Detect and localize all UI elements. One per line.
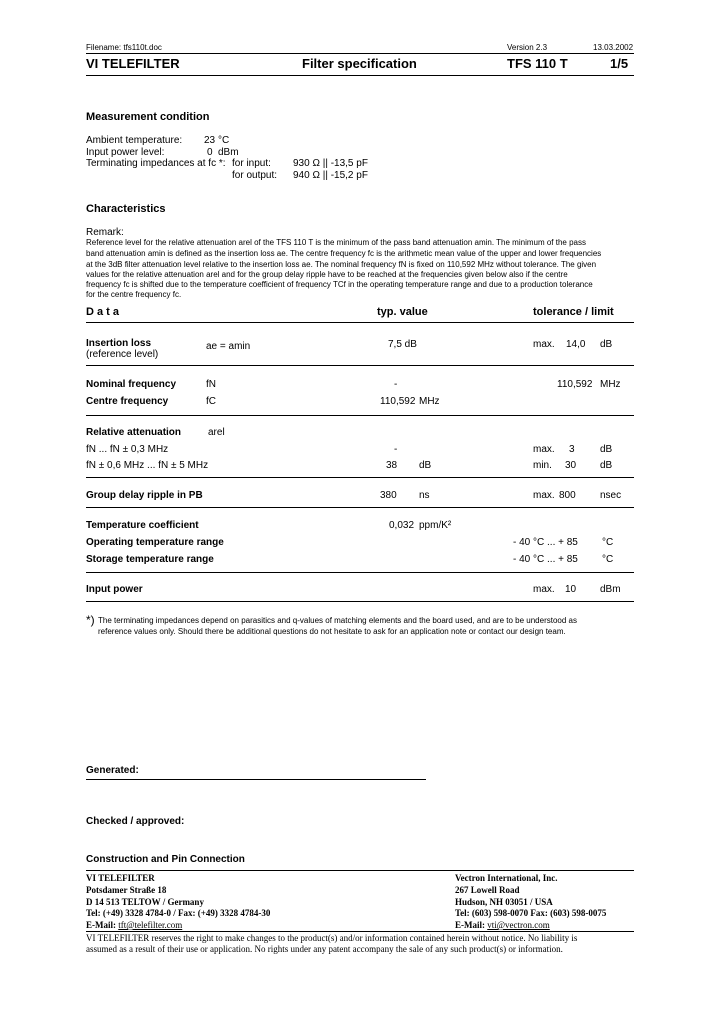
disclaimer-line-2: assumed as a result of their use or application. No rights under any patent accompany the sale of any such product(s) or information. — [86, 944, 563, 954]
group-delay-label: Group delay ripple in PB — [86, 490, 203, 501]
relatt-row2-range: fN ± 0,6 MHz ... fN ± 5 MHz — [86, 460, 209, 471]
address-right-street: 267 Lowell Road — [455, 885, 520, 895]
relatt-row2-tol-prefix: min. — [533, 460, 552, 471]
attenuation-rule — [86, 477, 634, 478]
header-rule-bottom — [86, 75, 634, 76]
relatt-row1-tol-prefix: max. — [533, 444, 555, 455]
frequency-rule — [86, 415, 634, 416]
relatt-row2-typ-unit: dB — [419, 460, 432, 471]
input-power-tol-prefix: max. — [533, 584, 555, 595]
temperature-coefficient-label: Temperature coefficient — [86, 520, 199, 531]
insertion-loss-symbol: ae = amin — [206, 341, 251, 352]
nominal-frequency-tol-value: 110,592 — [557, 379, 593, 390]
operating-temperature-tol-unit: °C — [602, 537, 614, 548]
input-power-value: 0 — [207, 147, 213, 158]
footnote-line-1: The terminating impedances depend on parasitics and q-values of matching elements and the board used, and are to be understood as — [98, 616, 577, 625]
measurement-heading: Measurement condition — [86, 111, 210, 123]
address-right-email-link[interactable]: vti@vectron.com — [487, 920, 550, 930]
operating-temperature-label: Operating temperature range — [86, 537, 224, 548]
centre-frequency-typ-value: 110,592 — [380, 396, 416, 407]
filename: Filename: tfs110t.doc — [86, 43, 162, 52]
generated-signature-line — [86, 779, 426, 780]
input-power-tol-unit: dBm — [600, 584, 621, 595]
centre-frequency-label: Centre frequency — [86, 396, 169, 407]
remark-label: Remark: — [86, 227, 124, 238]
group-delay-typ-unit: ns — [419, 490, 430, 501]
temperature-rule — [86, 572, 634, 573]
term-output-value: 940 Ω || -15,2 pF — [293, 170, 368, 181]
group-delay-rule — [86, 507, 634, 508]
term-output-label: for output: — [232, 170, 278, 181]
address-left-email-label: E-Mail: — [86, 920, 116, 930]
nominal-frequency-typ: - — [394, 379, 398, 390]
group-delay-tol-unit: nsec — [600, 490, 622, 501]
characteristics-heading: Characteristics — [86, 203, 166, 215]
address-top-rule — [86, 870, 634, 871]
part-number: TFS 110 T — [507, 56, 568, 71]
address-right-name: Vectron International, Inc. — [455, 873, 558, 883]
address-bottom-rule — [86, 931, 634, 932]
nominal-frequency-label: Nominal frequency — [86, 379, 177, 390]
remark-line-3: at the 3dB filter attenuation level relative to the insertion loss ae. The nominal frequency fN is fixed on 110,592 MHz without tolerance. The given — [86, 260, 597, 269]
ambient-unit: °C — [218, 135, 230, 146]
relatt-row1-typ: - — [394, 444, 398, 455]
address-right-email-row — [455, 920, 550, 930]
ambient-value: 23 — [204, 135, 216, 146]
relatt-row2-tol-value: 30 — [565, 460, 577, 471]
address-left-tel: Tel: (+49) 3328 4784-0 / Fax: (+49) 3328 4784-30 — [86, 908, 271, 918]
remark-line-5: frequency fc is shifted due to the temperature coefficient of frequency TCf in the operating temperature range and due to a production tolerance — [86, 280, 593, 289]
generated-label: Generated: — [86, 765, 139, 776]
relatt-row1-range: fN ... fN ± 0,3 MHz — [86, 444, 169, 455]
address-left-email-link[interactable]: tft@telefilter.com — [118, 920, 183, 930]
table-header-rule — [86, 322, 634, 323]
storage-temperature-tol-unit: °C — [602, 554, 614, 565]
relatt-row1-tol-unit: dB — [600, 444, 613, 455]
address-left-name: VI TELEFILTER — [86, 873, 155, 883]
terminating-label: Terminating impedances at fc *: — [86, 158, 226, 169]
header-date: 13.03.2002 — [593, 43, 634, 52]
disclaimer-line-1: VI TELEFILTER reserves the right to make changes to the product(s) and/or information contained herein without notice. No liability is — [86, 933, 578, 943]
centre-frequency-typ-unit: MHz — [419, 396, 440, 407]
remark-line-6: for the centre frequency fc. — [86, 290, 182, 299]
header-rule-top — [86, 53, 634, 54]
insertion-rule — [86, 365, 634, 366]
insertion-loss-sublabel: (reference level) — [86, 349, 159, 360]
address-right-email-label: E-Mail: — [455, 920, 485, 930]
address-left-email-row — [86, 920, 182, 930]
footnote-marker: *) — [86, 613, 95, 627]
storage-temperature-tol-value: - 40 °C ... + 85 — [513, 554, 578, 565]
col-data-header: D a t a — [86, 306, 120, 318]
table-bottom-rule — [86, 601, 634, 602]
col-typ-header: typ. value — [377, 306, 428, 318]
checked-approved-label: Checked / approved: — [86, 816, 185, 827]
centre-frequency-symbol: fC — [206, 396, 216, 407]
storage-temperature-label: Storage temperature range — [86, 554, 214, 565]
construction-heading: Construction and Pin Connection — [86, 854, 245, 865]
input-power-tol-value: 10 — [565, 584, 577, 595]
remark-line-1: Reference level for the relative attenuation arel of the TFS 110 T is the minimum of the pass band attenuation amin. The minimum of the pass — [86, 238, 586, 247]
remark-line-2: band attenuation amin is defined as the insertion loss ae. The centre frequency fc is the arithmetic mean value of the upper and lower frequencies — [86, 249, 602, 258]
insertion-loss-typ: 7,5 dB — [388, 339, 417, 350]
insertion-loss-tol-prefix: max. — [533, 339, 555, 350]
page-number: 1/5 — [610, 56, 629, 71]
insertion-loss-label: Insertion loss — [86, 338, 152, 349]
address-left-street: Potsdamer Straße 18 — [86, 885, 167, 895]
doc-title: Filter specification — [302, 56, 417, 71]
term-input-label: for input: — [232, 158, 271, 169]
temperature-coefficient-typ-value: 0,032 — [389, 520, 415, 531]
relative-attenuation-symbol: arel — [208, 427, 225, 438]
group-delay-tol-value: 800 — [559, 490, 576, 501]
address-left-city: D 14 513 TELTOW / Germany — [86, 897, 204, 907]
nominal-frequency-tol-unit: MHz — [600, 379, 621, 390]
temperature-coefficient-typ-unit: ppm/K² — [419, 520, 452, 531]
remark-line-4: values for the relative attenuation arel and for the group delay ripple have to be reached at the frequencies given below also if the centre — [86, 270, 568, 279]
input-power-unit: dBm — [218, 147, 239, 158]
col-tolerance-header: tolerance / limit — [533, 306, 614, 318]
insertion-loss-tol-value: 14,0 — [566, 339, 586, 350]
group-delay-tol-prefix: max. — [533, 490, 555, 501]
relative-attenuation-label: Relative attenuation — [86, 427, 182, 438]
company-name: VI TELEFILTER — [86, 56, 180, 71]
nominal-frequency-symbol: fN — [206, 379, 216, 390]
input-power-row-label: Input power — [86, 584, 143, 595]
group-delay-typ-value: 380 — [380, 490, 397, 501]
address-right-city: Hudson, NH 03051 / USA — [455, 897, 553, 907]
term-input-value: 930 Ω || -13,5 pF — [293, 158, 368, 169]
footnote-line-2: reference values only. Should there be additional questions do not hesitate to ask for an application note or contact our design team. — [98, 627, 566, 636]
ambient-label: Ambient temperature: — [86, 135, 183, 146]
operating-temperature-tol-value: - 40 °C ... + 85 — [513, 537, 578, 548]
relatt-row1-tol-value: 3 — [569, 444, 575, 455]
relatt-row2-tol-unit: dB — [600, 460, 613, 471]
input-power-label: Input power level: — [86, 147, 165, 158]
address-right-tel: Tel: (603) 598-0070 Fax: (603) 598-0075 — [455, 908, 607, 918]
relatt-row2-typ-value: 38 — [386, 460, 398, 471]
insertion-loss-tol-unit: dB — [600, 339, 613, 350]
version: Version 2.3 — [507, 43, 548, 52]
